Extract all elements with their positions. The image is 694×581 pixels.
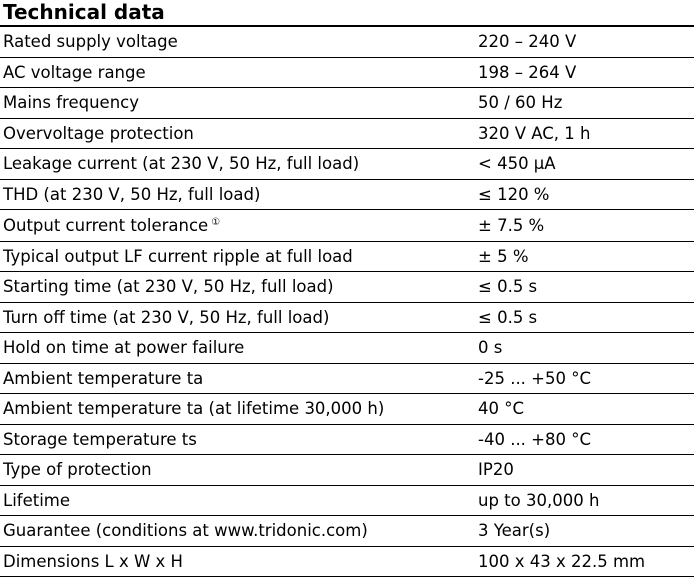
- spec-label: Turn off time (at 230 V, 50 Hz, full load): [3, 307, 330, 327]
- spec-label: Starting time (at 230 V, 50 Hz, full load): [3, 277, 334, 297]
- spec-row-hold-on-time: [0, 333, 694, 364]
- spec-value: ± 7.5 %: [478, 215, 545, 235]
- spec-row-mains-frequency: [0, 88, 694, 119]
- spec-value: IP20: [478, 460, 514, 480]
- spec-label: Overvoltage protection: [3, 123, 194, 143]
- spec-label: Storage temperature ts: [3, 429, 197, 449]
- spec-value: -25 ... +50 °C: [478, 368, 592, 388]
- spec-row-lf-current-ripple: [0, 242, 694, 273]
- spec-label: Ambient temperature ta: [3, 368, 204, 388]
- spec-row-leakage-current: [0, 149, 694, 180]
- spec-label: [0, 216, 476, 235]
- spec-label: AC voltage range: [3, 62, 146, 82]
- spec-value: 3 Year(s): [478, 521, 551, 541]
- spec-value: 50 / 60 Hz: [478, 93, 563, 113]
- spec-row-ambient-temperature-lifetime: [0, 394, 694, 425]
- spec-value: -40 ... +80 °C: [478, 429, 592, 449]
- spec-table: [0, 27, 694, 577]
- spec-label: Rated supply voltage: [3, 32, 178, 52]
- spec-label: THD (at 230 V, 50 Hz, full load): [3, 184, 261, 204]
- spec-row-overvoltage-protection: [0, 119, 694, 150]
- spec-value: 100 x 43 x 22.5 mm: [478, 551, 646, 571]
- spec-row-storage-temperature: [0, 425, 694, 456]
- footnote-marker: ①: [211, 216, 221, 228]
- spec-value: < 450 µA: [478, 154, 556, 174]
- spec-row-ambient-temperature: [0, 364, 694, 395]
- spec-label: Dimensions L x W x H: [3, 551, 183, 571]
- spec-value: ≤ 0.5 s: [478, 307, 538, 327]
- spec-value: 220 – 240 V: [478, 32, 577, 52]
- spec-label: Leakage current (at 230 V, 50 Hz, full load): [3, 154, 360, 174]
- spec-label: Typical output LF current ripple at full load: [3, 246, 353, 266]
- spec-label: Guarantee (conditions at www.tridonic.com): [3, 521, 368, 541]
- spec-value: ≤ 0.5 s: [478, 277, 538, 297]
- spec-value: ± 5 %: [478, 246, 529, 266]
- spec-row-type-of-protection: [0, 455, 694, 486]
- spec-row-guarantee: [0, 516, 694, 547]
- spec-row-ac-voltage-range: [0, 58, 694, 89]
- spec-value: up to 30,000 h: [478, 490, 600, 510]
- spec-value: 40 °C: [478, 399, 525, 419]
- spec-value: ≤ 120 %: [478, 184, 550, 204]
- spec-value: 0 s: [478, 338, 503, 358]
- spec-row-output-current-tolerance: [0, 210, 694, 242]
- spec-row-thd: [0, 180, 694, 211]
- spec-row-starting-time: [0, 272, 694, 303]
- section-title: Technical data: [3, 0, 165, 24]
- spec-row-lifetime: [0, 486, 694, 517]
- spec-row-dimensions: [0, 547, 694, 578]
- spec-label: Mains frequency: [3, 93, 139, 113]
- spec-label-text: Output current tolerance: [3, 215, 209, 235]
- spec-row-rated-supply-voltage: [0, 27, 694, 58]
- spec-label: Hold on time at power failure: [3, 338, 245, 358]
- spec-value: 320 V AC, 1 h: [478, 123, 591, 143]
- spec-label: Type of protection: [3, 460, 152, 480]
- spec-label: Ambient temperature ta (at lifetime 30,000 h): [3, 399, 385, 419]
- spec-row-turn-off-time: [0, 303, 694, 334]
- spec-value: 198 – 264 V: [478, 62, 577, 82]
- spec-label: Lifetime: [3, 490, 71, 510]
